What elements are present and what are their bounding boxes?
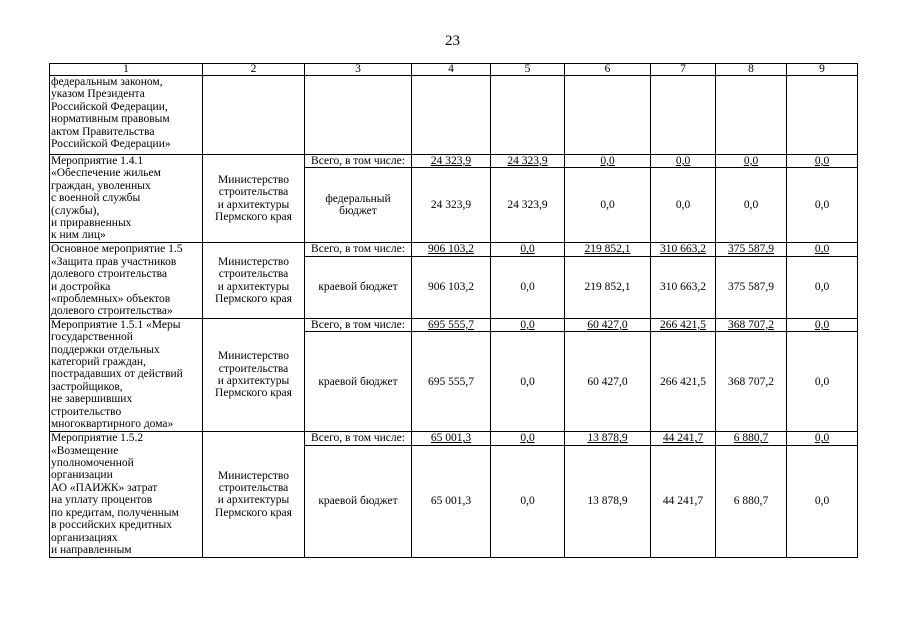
value-cell: 219 852,1 xyxy=(565,256,651,318)
value-cell: 6 880,7 xyxy=(716,445,787,557)
value-cell: 44 241,7 xyxy=(651,445,716,557)
value-cell: 375 587,9 xyxy=(716,243,787,256)
table-row-total xyxy=(50,432,858,445)
funding-source-cell: краевой бюджет xyxy=(305,445,412,557)
value-cell: 0,0 xyxy=(491,256,565,318)
funding-source-cell: краевой бюджет xyxy=(305,256,412,318)
funding-total-label: Всего, в том числе: xyxy=(305,318,412,331)
value-cell: 13 878,9 xyxy=(565,445,651,557)
empty-cell xyxy=(305,76,412,155)
value-cell: 906 103,2 xyxy=(412,243,491,256)
budget-table xyxy=(49,63,858,558)
funding-total-label: Всего, в том числе: xyxy=(305,155,412,168)
value-cell: 60 427,0 xyxy=(565,332,651,432)
continuation-row xyxy=(50,76,858,155)
executor-cell: Министерство строительства и архитектуры Пермского края xyxy=(203,318,305,431)
value-cell: 0,0 xyxy=(716,168,787,243)
empty-cell xyxy=(491,76,565,155)
value-cell: 375 587,9 xyxy=(716,256,787,318)
value-cell: 0,0 xyxy=(787,432,858,445)
activity-name-cell: федеральным законом, указом Президента Российской Федерации, нормативным правовым актом Правительства Российской Федерации» xyxy=(50,76,203,155)
funding-source-cell: краевой бюджет xyxy=(305,332,412,432)
value-cell: 0,0 xyxy=(787,445,858,557)
value-cell: 0,0 xyxy=(787,318,858,331)
value-cell: 0,0 xyxy=(565,155,651,168)
header-cell: 6 xyxy=(565,64,651,76)
header-row xyxy=(50,64,858,76)
value-cell: 0,0 xyxy=(787,243,858,256)
header-cell: 1 xyxy=(50,64,203,76)
executor-cell: Министерство строительства и архитектуры Пермского края xyxy=(203,432,305,557)
executor-cell: Министерство строительства и архитектуры Пермского края xyxy=(203,243,305,318)
header-cell: 7 xyxy=(651,64,716,76)
empty-cell xyxy=(203,76,305,155)
value-cell: 310 663,2 xyxy=(651,243,716,256)
activity-name-cell: Мероприятие 1.5.1 «Меры государственной поддержки отдельных категорий граждан, пострадавших от действий застройщиков, не завершивших строительство многоквартирного дома» xyxy=(50,318,203,431)
table-row-total xyxy=(50,155,858,168)
value-cell: 0,0 xyxy=(491,445,565,557)
value-cell: 0,0 xyxy=(787,168,858,243)
value-cell: 24 323,9 xyxy=(412,155,491,168)
empty-cell xyxy=(565,76,651,155)
value-cell: 0,0 xyxy=(651,155,716,168)
funding-source-cell: федеральный бюджет xyxy=(305,168,412,243)
header-cell: 3 xyxy=(305,64,412,76)
value-cell: 0,0 xyxy=(491,318,565,331)
table-row-total xyxy=(50,243,858,256)
value-cell: 0,0 xyxy=(716,155,787,168)
value-cell: 219 852,1 xyxy=(565,243,651,256)
value-cell: 6 880,7 xyxy=(716,432,787,445)
value-cell: 0,0 xyxy=(787,256,858,318)
value-cell: 60 427,0 xyxy=(565,318,651,331)
value-cell: 24 323,9 xyxy=(491,155,565,168)
value-cell: 368 707,2 xyxy=(716,318,787,331)
header-cell: 9 xyxy=(787,64,858,76)
value-cell: 0,0 xyxy=(651,168,716,243)
funding-total-label: Всего, в том числе: xyxy=(305,432,412,445)
value-cell: 906 103,2 xyxy=(412,256,491,318)
value-cell: 368 707,2 xyxy=(716,332,787,432)
empty-cell xyxy=(651,76,716,155)
executor-cell: Министерство строительства и архитектуры Пермского края xyxy=(203,155,305,243)
value-cell: 0,0 xyxy=(491,332,565,432)
value-cell: 310 663,2 xyxy=(651,256,716,318)
header-cell: 5 xyxy=(491,64,565,76)
value-cell: 0,0 xyxy=(491,243,565,256)
page-number: 23 xyxy=(445,33,460,49)
value-cell: 266 421,5 xyxy=(651,332,716,432)
value-cell: 0,0 xyxy=(787,332,858,432)
empty-cell xyxy=(787,76,858,155)
activity-name-cell: Основное мероприятие 1.5 «Защита прав участников долевого строительства и достройка «проблемных» объектов долевого строительства» xyxy=(50,243,203,318)
header-cell: 8 xyxy=(716,64,787,76)
value-cell: 266 421,5 xyxy=(651,318,716,331)
empty-cell xyxy=(716,76,787,155)
value-cell: 0,0 xyxy=(565,168,651,243)
value-cell: 695 555,7 xyxy=(412,332,491,432)
value-cell: 24 323,9 xyxy=(491,168,565,243)
activity-name-cell: Мероприятие 1.5.2 «Возмещение уполномоченной организации АО «ПАИЖК» затрат на уплату процентов по кредитам, полученным в российских кредитных организациях и направленным xyxy=(50,432,203,557)
value-cell: 695 555,7 xyxy=(412,318,491,331)
value-cell: 65 001,3 xyxy=(412,432,491,445)
activity-name-cell: Мероприятие 1.4.1 «Обеспечение жильем граждан, уволенных с военной службы (службы), и приравненных к ним лиц» xyxy=(50,155,203,243)
value-cell: 44 241,7 xyxy=(651,432,716,445)
header-cell: 4 xyxy=(412,64,491,76)
value-cell: 65 001,3 xyxy=(412,445,491,557)
value-cell: 0,0 xyxy=(491,432,565,445)
value-cell: 13 878,9 xyxy=(565,432,651,445)
empty-cell xyxy=(412,76,491,155)
funding-total-label: Всего, в том числе: xyxy=(305,243,412,256)
value-cell: 0,0 xyxy=(787,155,858,168)
header-cell: 2 xyxy=(203,64,305,76)
table-row-total xyxy=(50,318,858,331)
value-cell: 24 323,9 xyxy=(412,168,491,243)
